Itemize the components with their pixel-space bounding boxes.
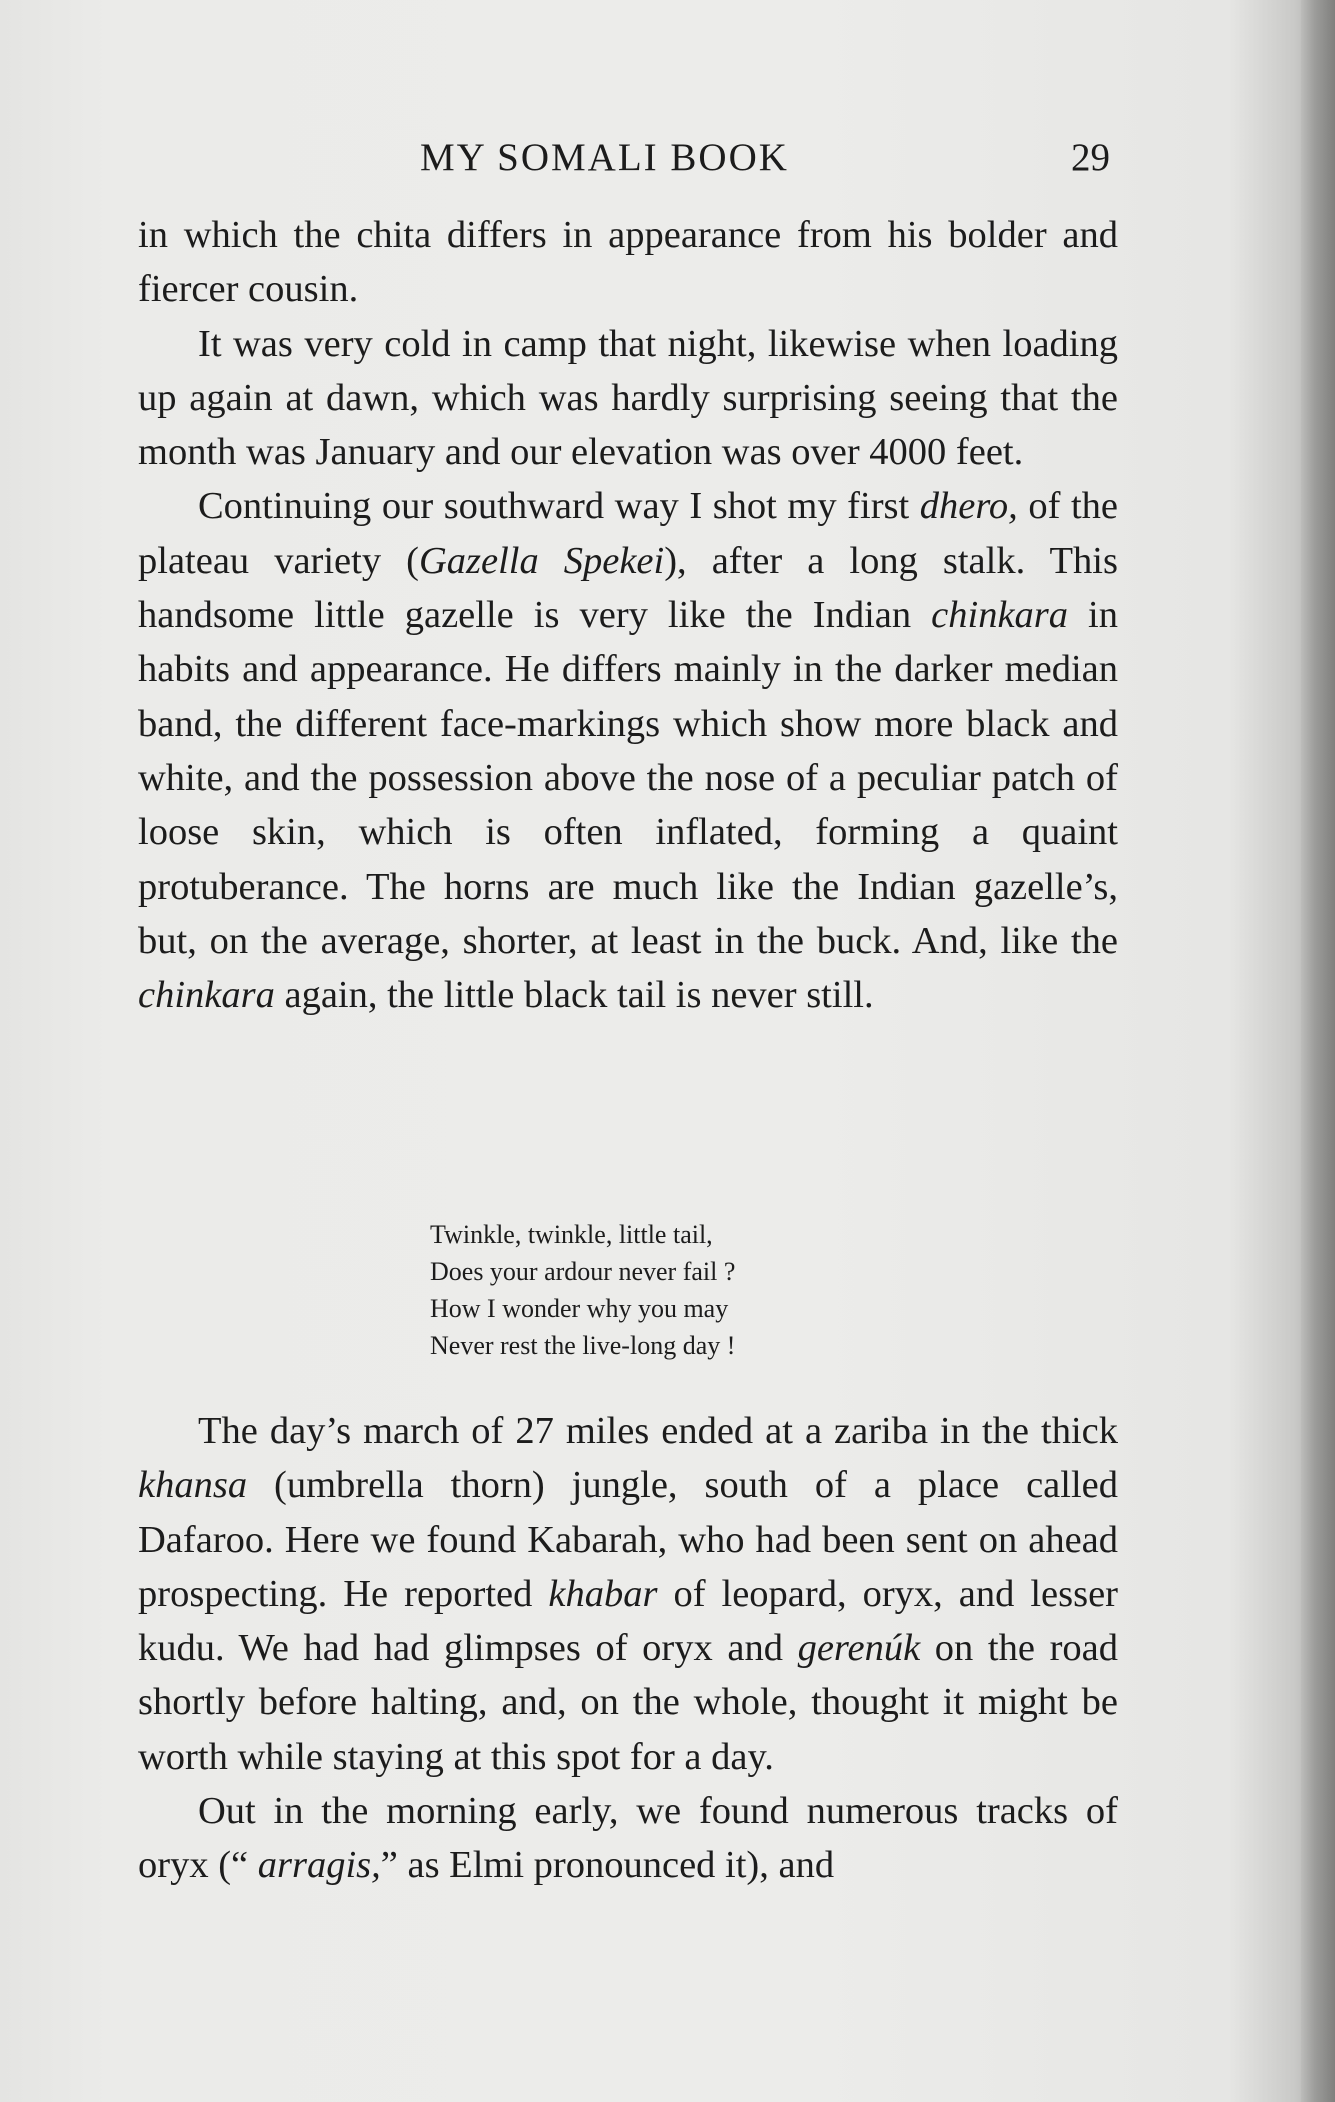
text-run: in habits and appearance. He differs mainly in the darker median band, the different face-markings which show more black and white, and the possession above the nose of a peculiar patch of loose skin, which is often inflated, forming a quaint protuberance. The horns are much like the Indian gazelle’s, but, on the average, shorter, at least in the buck. And, like the bbox=[138, 594, 1118, 962]
italic-term: chinkara bbox=[931, 594, 1069, 637]
italic-term: khabar bbox=[548, 1572, 658, 1615]
italic-term: khansa bbox=[138, 1464, 248, 1507]
text-run: Out in the morning early, we found numerous tracks of oryx (“ bbox=[138, 1790, 1118, 1887]
paragraph bbox=[138, 317, 1118, 480]
text-run: on the road shortly before halting, and, on the whole, thought it might be worth while staying at this spot for a day. bbox=[138, 1627, 1118, 1778]
verse-block bbox=[430, 1216, 735, 1364]
italic-term: dhero, bbox=[919, 485, 1018, 528]
text-run: in which the chita differs in appearance from his bolder and fiercer cousin. bbox=[138, 214, 1118, 311]
text-run: of leopard, oryx, and lesser kudu. We had had glimpses of oryx and bbox=[138, 1572, 1118, 1670]
body-text-bottom bbox=[138, 1404, 1118, 1893]
text-run: again, the little black tail is never still. bbox=[274, 974, 874, 1017]
body-text-top bbox=[138, 208, 1118, 1022]
verse-line: Does your ardour never fail ? bbox=[430, 1257, 736, 1286]
text-run: (umbrella thorn) jungle, south of a place called Dafaroo. Here we found Kabarah, who had been sent on ahead prospecting. He reported bbox=[138, 1464, 1118, 1615]
italic-term: gerenúk bbox=[797, 1627, 921, 1670]
paragraph bbox=[138, 479, 1118, 1022]
italic-term: Gazella Spekei bbox=[418, 539, 665, 582]
verse-line: Twinkle, twinkle, little tail, bbox=[430, 1220, 713, 1249]
paragraph bbox=[138, 1784, 1118, 1893]
paragraph bbox=[138, 208, 1118, 317]
verse-line: Never rest the live-long day ! bbox=[430, 1331, 736, 1360]
text-run: Continuing our southward way I shot my first bbox=[198, 485, 920, 528]
text-run: ” as Elmi pronounced it), and bbox=[380, 1844, 835, 1887]
verse-line: How I wonder why you may bbox=[430, 1294, 729, 1323]
page-number: 29 bbox=[1071, 136, 1110, 179]
running-title: MY SOMALI BOOK bbox=[420, 136, 789, 179]
page-edge-shadow bbox=[1301, 0, 1335, 2102]
text-run: of the plateau variety ( bbox=[138, 485, 1118, 582]
text-run: The day’s march of 27 miles ended at a zariba in the thick bbox=[198, 1410, 1118, 1452]
italic-term: arragis, bbox=[257, 1844, 381, 1887]
page-header bbox=[140, 135, 1110, 185]
paragraph bbox=[138, 1404, 1118, 1784]
text-run: It was very cold in camp that night, likewise when loading up again at dawn, which was hardly surprising seeing that the month was January and our elevation was over 4000 feet. bbox=[138, 322, 1118, 474]
text-run: ), after a long stalk. This handsome little gazelle is very like the Indian bbox=[138, 539, 1118, 637]
italic-term: chinkara bbox=[138, 974, 275, 1017]
